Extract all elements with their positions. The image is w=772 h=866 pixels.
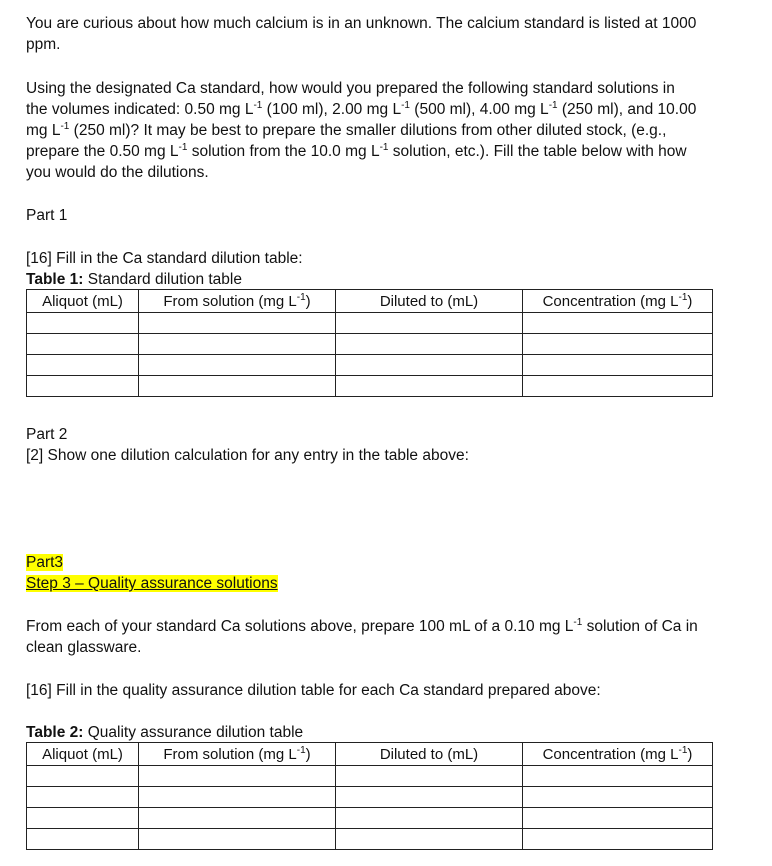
- step3-title-text: Step 3 – Quality assurance solutions: [26, 575, 278, 592]
- header-from-solution: From solution (mg $L^{-1}$): [139, 743, 336, 766]
- part2-heading: Part 2: [26, 426, 68, 443]
- concentration-cell[interactable]: [523, 808, 713, 829]
- diluted-to-cell[interactable]: [336, 787, 523, 808]
- instr-line-3b: (250 ml)? It may be best to prepare the smaller dilutions from other diluted stock, (e.g.,: [69, 122, 667, 139]
- quality-assurance-table: [26, 742, 713, 850]
- aliquot-cell[interactable]: [27, 355, 139, 376]
- table2-caption-text: Quality assurance dilution table: [83, 724, 304, 741]
- superscript: -1: [60, 120, 70, 132]
- from-solution-cell[interactable]: [139, 355, 336, 376]
- instructions-paragraph: [26, 78, 726, 183]
- table-row: [27, 334, 713, 355]
- aliquot-cell[interactable]: [27, 376, 139, 397]
- part3-heading: [26, 552, 726, 573]
- superscript: -1: [253, 99, 263, 111]
- diluted-to-cell[interactable]: [336, 808, 523, 829]
- intro-paragraph: [26, 13, 726, 55]
- aliquot-cell[interactable]: [27, 334, 139, 355]
- diluted-to-cell[interactable]: [336, 334, 523, 355]
- from-solution-cell[interactable]: [139, 766, 336, 787]
- diluted-to-cell[interactable]: [336, 766, 523, 787]
- diluted-to-cell[interactable]: [336, 355, 523, 376]
- instr-line-3a: mg L: [26, 122, 61, 139]
- from-solution-cell[interactable]: [139, 808, 336, 829]
- header-aliquot: Aliquot (mL): [27, 290, 139, 313]
- table1-caption-label: Table 1:: [26, 271, 84, 288]
- part3-line-1a: From each of your standard Ca solutions above, prepare 100 mL of a 0.10 mg L: [26, 618, 574, 635]
- part1-heading: Part 1: [26, 207, 68, 224]
- concentration-cell[interactable]: [523, 787, 713, 808]
- table-row: [27, 355, 713, 376]
- aliquot-cell[interactable]: [27, 766, 139, 787]
- table1-caption: [26, 269, 726, 290]
- concentration-cell[interactable]: [523, 766, 713, 787]
- superscript: -1: [573, 616, 583, 628]
- superscript: -1: [178, 141, 188, 153]
- aliquot-cell[interactable]: [27, 313, 139, 334]
- table-row: [27, 787, 713, 808]
- table-row: [27, 808, 713, 829]
- table2-caption: [26, 722, 726, 743]
- concentration-cell[interactable]: [523, 334, 713, 355]
- intro-line-1: You are curious about how much calcium is in an unknown. The calcium standard is listed at 1000: [26, 15, 697, 32]
- instr-line-2c: (500 ml), 4.00 mg L: [409, 101, 549, 118]
- from-solution-cell[interactable]: [139, 829, 336, 850]
- diluted-to-cell[interactable]: [336, 376, 523, 397]
- table-row: [27, 829, 713, 850]
- table2-caption-label: Table 2:: [26, 724, 84, 741]
- instr-line-4b: solution from the 10.0 mg L: [187, 143, 380, 160]
- aliquot-cell[interactable]: [27, 787, 139, 808]
- instr-line-4a: prepare the 0.50 mg L: [26, 143, 179, 160]
- instr-line-4c: solution, etc.). Fill the table below with how: [388, 143, 687, 160]
- diluted-to-cell[interactable]: [336, 313, 523, 334]
- table-header-row: [27, 290, 713, 313]
- table-row: [27, 313, 713, 334]
- from-solution-cell[interactable]: [139, 334, 336, 355]
- instr-line-2a: the volumes indicated: 0.50 mg L: [26, 101, 254, 118]
- part2-prompt: [2] Show one dilution calculation for any entry in the table above:: [26, 447, 469, 464]
- aliquot-cell[interactable]: [27, 829, 139, 850]
- aliquot-cell[interactable]: [27, 808, 139, 829]
- header-diluted-to: Diluted to (mL): [336, 290, 523, 313]
- header-diluted-to: Diluted to (mL): [336, 743, 523, 766]
- standard-dilution-table: [26, 289, 713, 397]
- instr-line-2b: (100 ml), 2.00 mg L: [262, 101, 402, 118]
- intro-line-2: ppm.: [26, 36, 61, 53]
- part3-step-title: [26, 573, 726, 594]
- from-solution-cell[interactable]: [139, 787, 336, 808]
- table-row: [27, 766, 713, 787]
- table1-caption-text: Standard dilution table: [83, 271, 242, 288]
- superscript: -1: [548, 99, 558, 111]
- part3-heading-text: Part3: [26, 554, 64, 571]
- instr-line-1: Using the designated Ca standard, how would you prepared the following standard solutions in: [26, 80, 675, 97]
- concentration-cell[interactable]: [523, 829, 713, 850]
- concentration-cell[interactable]: [523, 376, 713, 397]
- from-solution-cell[interactable]: [139, 376, 336, 397]
- part3-line-1b: solution of Ca in: [582, 618, 698, 635]
- header-concentration: Concentration (mg $L^{-1}$): [523, 743, 713, 766]
- header-concentration: Concentration (mg $L^{-1}$): [523, 290, 713, 313]
- part1-prompt: [16] Fill in the Ca standard dilution table:: [26, 250, 303, 267]
- instr-line-5: you would do the dilutions.: [26, 164, 209, 181]
- diluted-to-cell[interactable]: [336, 829, 523, 850]
- part3-line-2: clean glassware.: [26, 639, 142, 656]
- superscript: -1: [379, 141, 389, 153]
- table-header-row: [27, 743, 713, 766]
- part3-prompt: [16] Fill in the quality assurance dilution table for each Ca standard prepared above:: [26, 682, 601, 699]
- part3-paragraph: [26, 616, 726, 658]
- from-solution-cell[interactable]: [139, 313, 336, 334]
- concentration-cell[interactable]: [523, 313, 713, 334]
- header-from-solution: From solution (mg $L^{-1}$): [139, 290, 336, 313]
- instr-line-2d: (250 ml), and 10.00: [557, 101, 697, 118]
- table-row: [27, 376, 713, 397]
- concentration-cell[interactable]: [523, 355, 713, 376]
- header-aliquot: Aliquot (mL): [27, 743, 139, 766]
- superscript: -1: [401, 99, 410, 111]
